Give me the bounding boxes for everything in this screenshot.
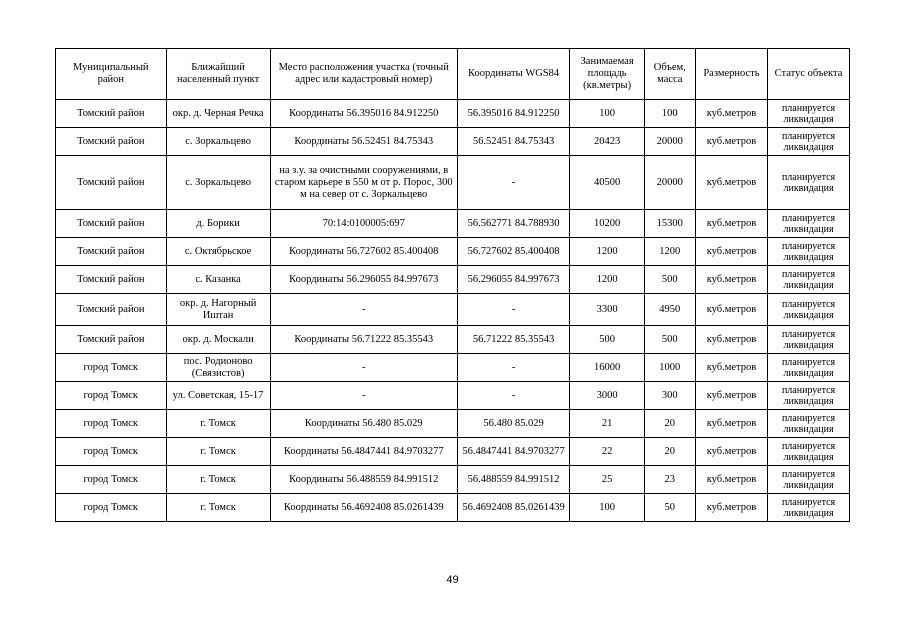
cell-status: планируется ликвидация: [768, 294, 850, 326]
table-row: [56, 326, 850, 354]
cell-status: планируется ликвидация: [768, 210, 850, 238]
cell-settlement: с. Зоркальцево: [166, 156, 270, 210]
table-row: [56, 382, 850, 410]
cell-district: город Томск: [56, 438, 167, 466]
cell-area: 100: [570, 494, 644, 522]
table-row: [56, 238, 850, 266]
cell-area: 500: [570, 326, 644, 354]
cell-volume: 20000: [644, 156, 695, 210]
cell-status: планируется ликвидация: [768, 494, 850, 522]
header-settlement: Ближайший населенный пункт: [166, 49, 270, 100]
cell-place: 70:14:0100005:697: [270, 210, 457, 238]
cell-status: планируется ликвидация: [768, 354, 850, 382]
table-row: [56, 210, 850, 238]
cell-area: 25: [570, 466, 644, 494]
cell-coords: 56.488559 84.991512: [457, 466, 570, 494]
cell-place: Координаты 56.296055 84.997673: [270, 266, 457, 294]
cell-settlement: г. Томск: [166, 466, 270, 494]
cell-unit: куб.метров: [695, 128, 767, 156]
cell-unit: куб.метров: [695, 466, 767, 494]
cell-coords: -: [457, 382, 570, 410]
cell-place: Координаты 56.71222 85.35543: [270, 326, 457, 354]
cell-volume: 50: [644, 494, 695, 522]
cell-volume: 500: [644, 266, 695, 294]
cell-district: Томский район: [56, 128, 167, 156]
cell-unit: куб.метров: [695, 354, 767, 382]
cell-settlement: г. Томск: [166, 410, 270, 438]
cell-place: -: [270, 354, 457, 382]
cell-district: город Томск: [56, 494, 167, 522]
cell-area: 40500: [570, 156, 644, 210]
cell-volume: 100: [644, 100, 695, 128]
cell-area: 3300: [570, 294, 644, 326]
cell-status: планируется ликвидация: [768, 100, 850, 128]
cell-status: планируется ликвидация: [768, 128, 850, 156]
cell-area: 1200: [570, 238, 644, 266]
cell-status: планируется ликвидация: [768, 466, 850, 494]
cell-unit: куб.метров: [695, 326, 767, 354]
cell-status: планируется ликвидация: [768, 326, 850, 354]
cell-settlement: окр. д. Москали: [166, 326, 270, 354]
cell-status: планируется ликвидация: [768, 156, 850, 210]
table-row: [56, 438, 850, 466]
cell-settlement: пос. Родионово (Связистов): [166, 354, 270, 382]
table-row: [56, 128, 850, 156]
cell-settlement: ул. Советская, 15-17: [166, 382, 270, 410]
cell-place: Координаты 56.395016 84.912250: [270, 100, 457, 128]
header-place: Место расположения участка (точный адрес или кадастровый номер): [270, 49, 457, 100]
table-row: [56, 100, 850, 128]
cell-status: планируется ликвидация: [768, 382, 850, 410]
cell-district: Томский район: [56, 294, 167, 326]
header-area: Занимаемая площадь (кв.метры): [570, 49, 644, 100]
cell-volume: 20000: [644, 128, 695, 156]
cell-settlement: окр. д. Черная Речка: [166, 100, 270, 128]
cell-status: планируется ликвидация: [768, 438, 850, 466]
cell-place: Координаты 56.488559 84.991512: [270, 466, 457, 494]
cell-district: Томский район: [56, 266, 167, 294]
cell-district: город Томск: [56, 382, 167, 410]
cell-unit: куб.метров: [695, 382, 767, 410]
cell-coords: 56.4847441 84.9703277: [457, 438, 570, 466]
cell-volume: 4950: [644, 294, 695, 326]
cell-coords: 56.4692408 85.0261439: [457, 494, 570, 522]
cell-settlement: с. Казанка: [166, 266, 270, 294]
cell-settlement: с. Октябрьское: [166, 238, 270, 266]
cell-unit: куб.метров: [695, 294, 767, 326]
cell-unit: куб.метров: [695, 438, 767, 466]
cell-place: Координаты 56.727602 85.400408: [270, 238, 457, 266]
cell-volume: 20: [644, 438, 695, 466]
header-district: Муниципальный район: [56, 49, 167, 100]
cell-unit: куб.метров: [695, 156, 767, 210]
landfill-table: [55, 48, 850, 522]
cell-place: -: [270, 294, 457, 326]
cell-district: Томский район: [56, 210, 167, 238]
table-row: [56, 466, 850, 494]
table-row: [56, 410, 850, 438]
table-row: [56, 156, 850, 210]
cell-place: Координаты 56.4847441 84.9703277: [270, 438, 457, 466]
page-number: 49: [446, 574, 459, 586]
cell-place: -: [270, 382, 457, 410]
table-row: [56, 354, 850, 382]
cell-unit: куб.метров: [695, 100, 767, 128]
table-row: [56, 494, 850, 522]
cell-district: город Томск: [56, 466, 167, 494]
cell-coords: 56.727602 85.400408: [457, 238, 570, 266]
cell-settlement: г. Томск: [166, 438, 270, 466]
header-unit: Размерность: [695, 49, 767, 100]
cell-coords: 56.296055 84.997673: [457, 266, 570, 294]
cell-status: планируется ликвидация: [768, 410, 850, 438]
cell-coords: 56.480 85.029: [457, 410, 570, 438]
cell-coords: 56.52451 84.75343: [457, 128, 570, 156]
cell-area: 100: [570, 100, 644, 128]
table-row: [56, 266, 850, 294]
table-header-row: [56, 49, 850, 100]
cell-status: планируется ликвидация: [768, 266, 850, 294]
cell-place: Координаты 56.52451 84.75343: [270, 128, 457, 156]
cell-district: Томский район: [56, 326, 167, 354]
cell-area: 16000: [570, 354, 644, 382]
header-status: Статус объекта: [768, 49, 850, 100]
cell-unit: куб.метров: [695, 210, 767, 238]
cell-district: город Томск: [56, 410, 167, 438]
cell-coords: -: [457, 354, 570, 382]
cell-unit: куб.метров: [695, 266, 767, 294]
cell-settlement: д. Борики: [166, 210, 270, 238]
cell-district: Томский район: [56, 156, 167, 210]
cell-status: планируется ликвидация: [768, 238, 850, 266]
table-row: [56, 294, 850, 326]
cell-volume: 1000: [644, 354, 695, 382]
cell-place: Координаты 56.480 85.029: [270, 410, 457, 438]
cell-coords: -: [457, 156, 570, 210]
cell-unit: куб.метров: [695, 410, 767, 438]
cell-place: на з.у. за очистными сооружениями, в старом карьере в 550 м от р. Порос, 300 м на север от с. Зоркальцево: [270, 156, 457, 210]
cell-volume: 15300: [644, 210, 695, 238]
table-body: [56, 100, 850, 522]
cell-district: Томский район: [56, 100, 167, 128]
header-volume: Объем, масса: [644, 49, 695, 100]
cell-volume: 23: [644, 466, 695, 494]
cell-area: 3000: [570, 382, 644, 410]
cell-area: 10200: [570, 210, 644, 238]
cell-area: 1200: [570, 266, 644, 294]
cell-unit: куб.метров: [695, 494, 767, 522]
cell-place: Координаты 56.4692408 85.0261439: [270, 494, 457, 522]
cell-area: 21: [570, 410, 644, 438]
cell-settlement: с. Зоркальцево: [166, 128, 270, 156]
cell-volume: 1200: [644, 238, 695, 266]
cell-district: город Томск: [56, 354, 167, 382]
cell-settlement: г. Томск: [166, 494, 270, 522]
cell-unit: куб.метров: [695, 238, 767, 266]
cell-volume: 500: [644, 326, 695, 354]
cell-coords: 56.395016 84.912250: [457, 100, 570, 128]
cell-area: 20423: [570, 128, 644, 156]
cell-settlement: окр. д. Нагорный Иштан: [166, 294, 270, 326]
header-coords: Координаты WGS84: [457, 49, 570, 100]
cell-coords: 56.71222 85.35543: [457, 326, 570, 354]
cell-coords: -: [457, 294, 570, 326]
cell-volume: 300: [644, 382, 695, 410]
cell-coords: 56.562771 84.788930: [457, 210, 570, 238]
cell-area: 22: [570, 438, 644, 466]
cell-district: Томский район: [56, 238, 167, 266]
cell-volume: 20: [644, 410, 695, 438]
